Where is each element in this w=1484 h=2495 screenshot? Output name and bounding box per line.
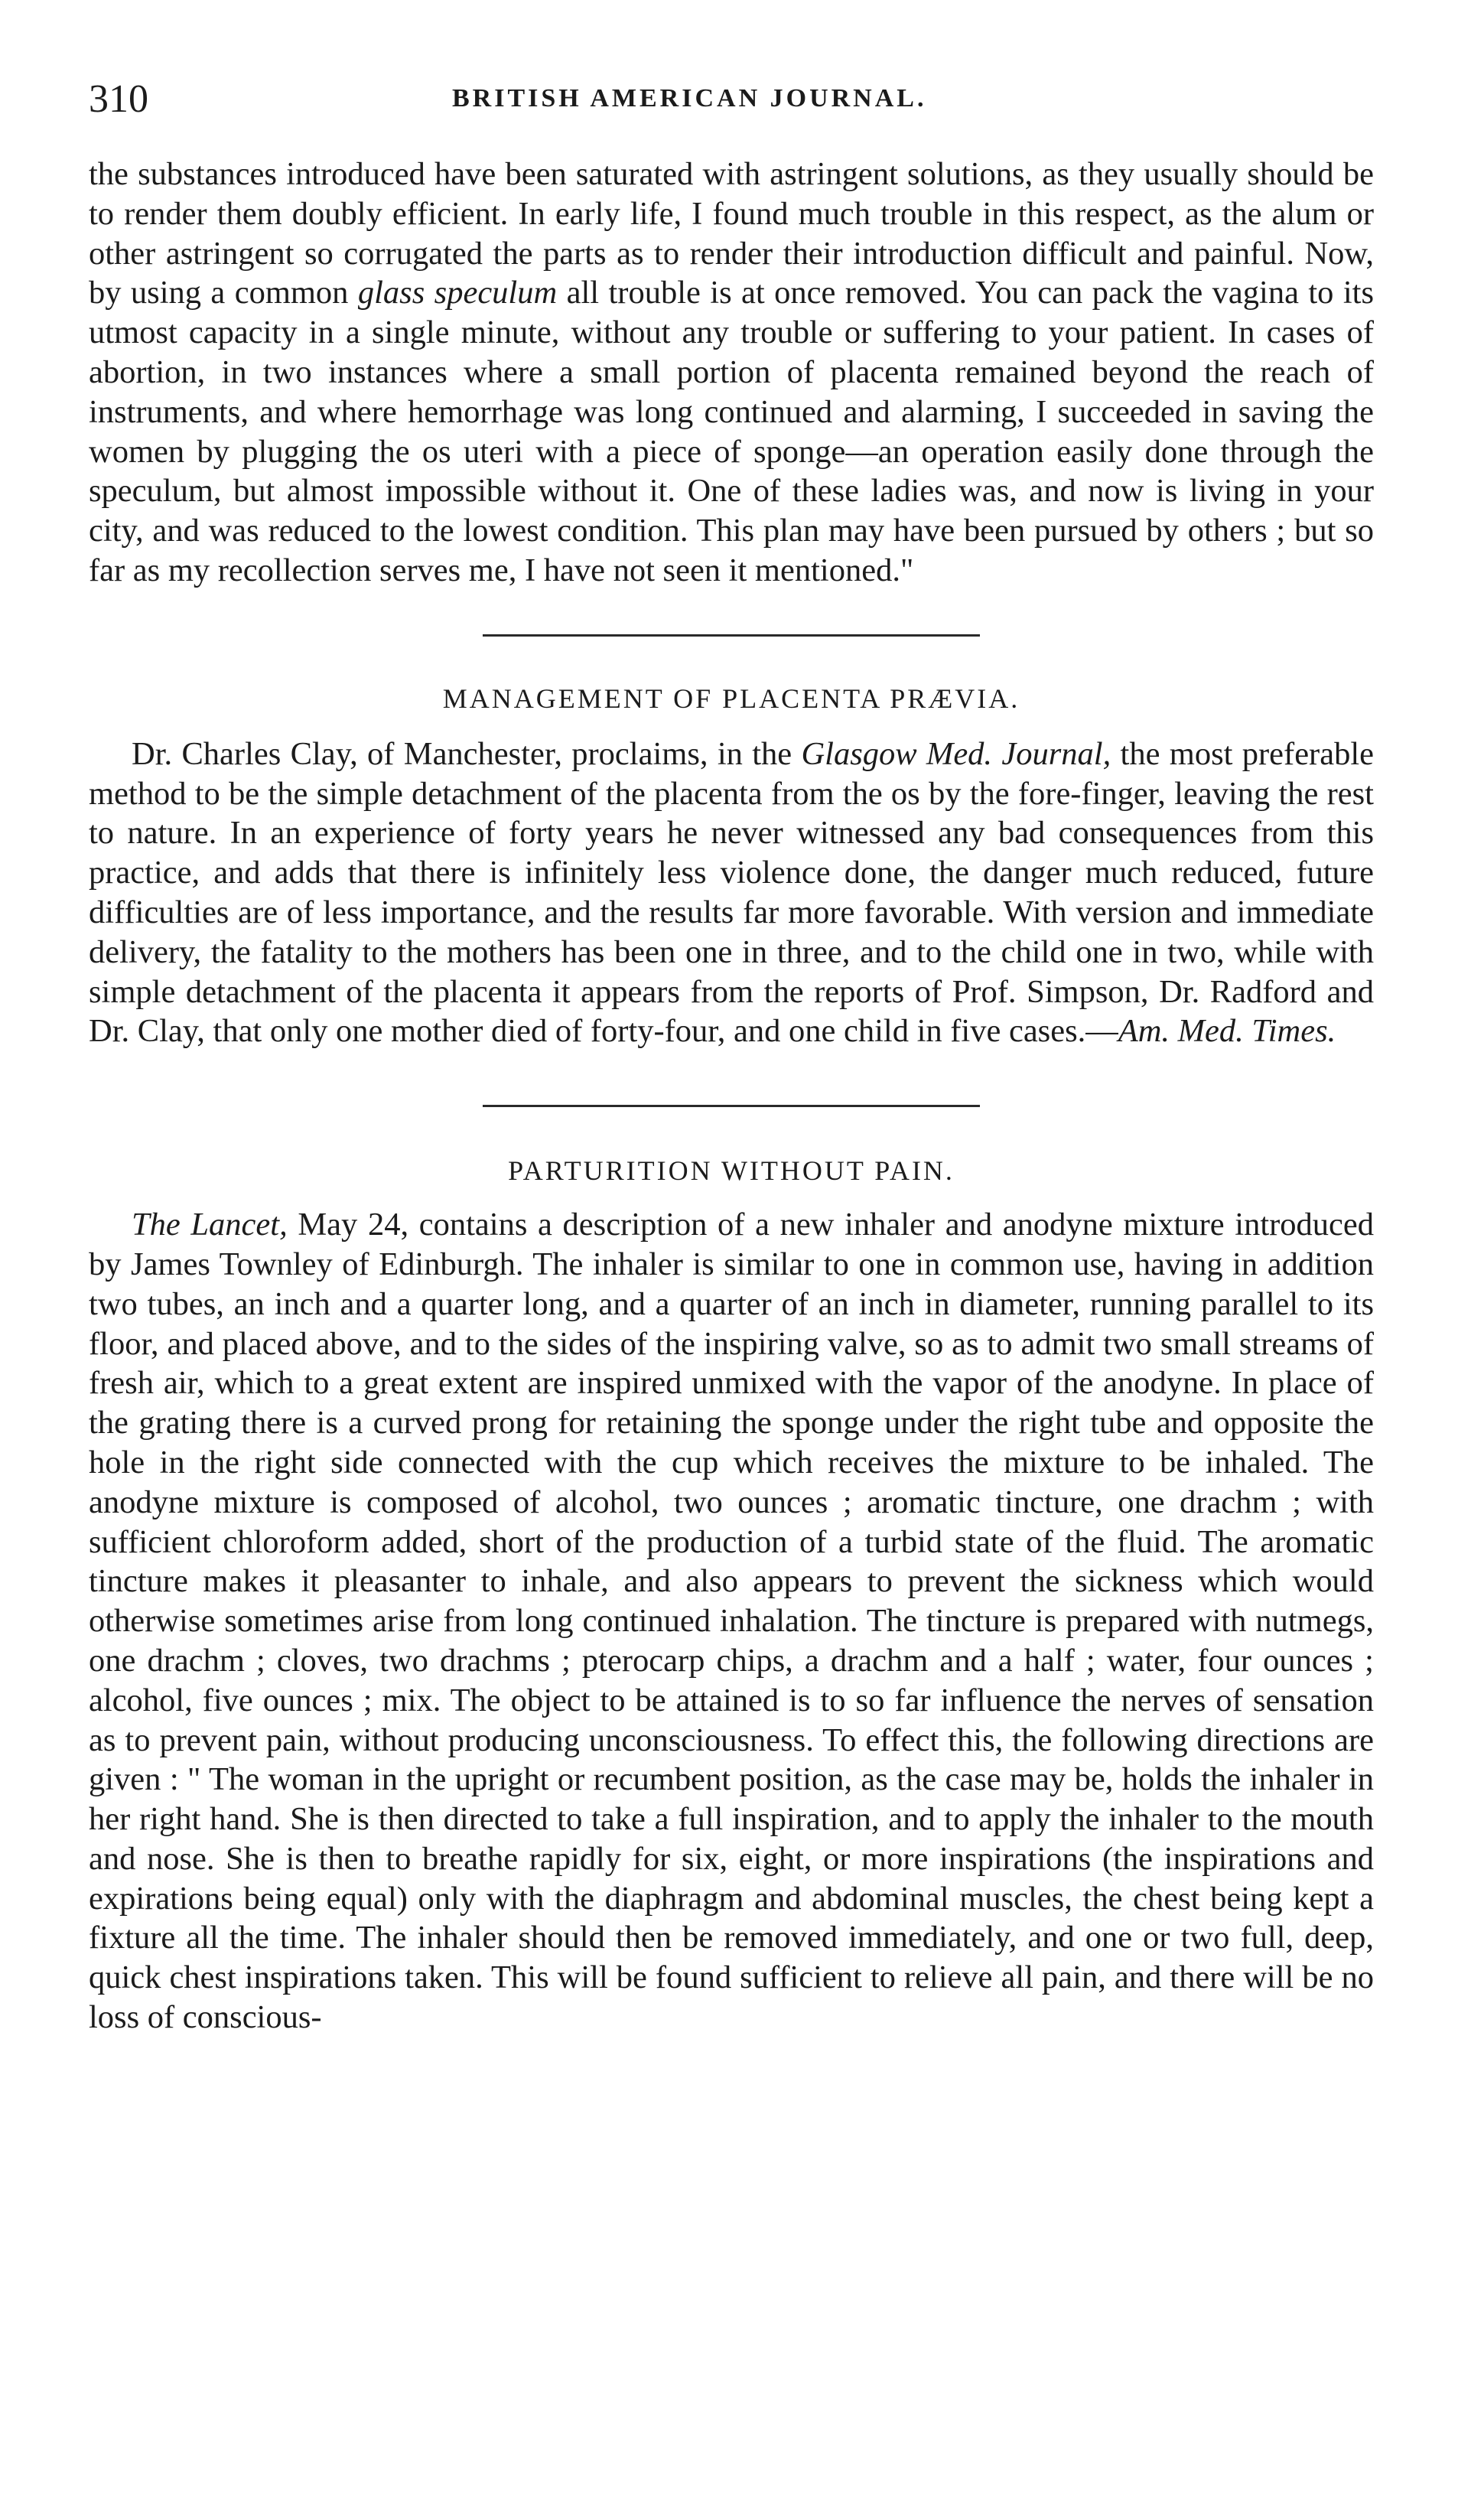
continuation-paragraph [89,155,1374,591]
spacer [89,1190,1374,1205]
italic-text-run: glass speculum [357,275,558,311]
parturition-paragraph [89,1205,1374,2037]
text-run: all trouble is at once removed. You can pack the vagina to its utmost capacity in a single minute, without any trouble or suffering to your patient. In cases of abortion, in two instances where a small portion of placenta remained beyond the reach of instruments, and where hemorrhage was long continued and alarming, I succeeded in saving the women by plugging the os uteri with a piece of sponge—an operation easily done through the speculum, but almost impossible without it. One of these ladies was, and now is living in your city, and was reduced to the lowest condition. This plan may have been pursued by others ; but so far as my recollection serves me, I have not seen it mentioned." [89,275,1374,588]
text-run: May 24, contains a description of a new inhaler and anodyne mixture introduced by James Townley of Edinburgh. The inhaler is similar to one in common use, having in addition two tubes, an inch and a quarter long, and a quarter of an inch in diameter, running parallel to its floor, and placed above, and to the sides of the inspiring valve, so as to admit two small streams of fresh air, which to a great extent are inspired unmixed with the vapor of the anodyne. In place of the grating there is a curved prong for retaining the sponge under the right tube and opposite the hole in the right side connected with the cup which receives the mixture to be inhaled. The anodyne mixture is composed of alcohol, two ounces ; aromatic tincture, one drachm ; with sufficient chloroform added, short of the production of a turbid state of the fluid. The aromatic tincture makes it pleasanter to inhale, and also appears to prevent the sickness which would otherwise sometimes arise from long continued inhalation. The tincture is prepared with nutmegs, one drachm ; cloves, two drachms ; pterocarp chips, a drachm and a half ; water, four ounces ; alcohol, five ounces ; mix. The object to be attained is to so far influence the nerves of sensation as to prevent pain, without producing unconsciousness. To effect this, the following directions are given : " The woman in the upright or recumbent position, as the case may be, holds the inhaler in her right hand. She is then directed to take a full inspiration, and to apply the inhaler to the mouth and nose. She is then to breathe rapidly for six, eight, or more inspirations (the inspirations and expirations being equal) only with the diaphragm and abdominal muscles, the chest being kept a fixture all the time. The inhaler should then be removed immediately, and one or two full, deep, quick chest inspirations taken. This will be found sufficient to relieve all pain, and there will be no loss of conscious- [89,1207,1375,2036]
spacer [89,591,1374,634]
italic-text-run: The Lancet, [132,1207,288,1243]
section-title-parturition: PARTURITION WITHOUT PAIN. [508,1155,955,1187]
spacer [89,718,1374,734]
text-run: the substances introduced have been saturated with astringent solutions, as they usually should be to render them doubly efficient. In early life, I found much trouble in this respect, as the alum or other astringent so corrugated the parts as to render their introduction difficult and painful. Now, by using a common [89,156,1374,311]
spacer [89,1107,1374,1151]
text-run: Dr. Charles Clay, of Manchester, proclaims, in the [132,735,802,772]
section-title-placenta-praevia: MANAGEMENT OF PLACENTA PRÆVIA. [442,682,1020,714]
spacer [89,637,1374,679]
text-run: the most preferable method to be the simple detachment of the placenta from the os by the fore-finger, leaving the rest to nature. In an experience of forty years he never witnessed any bad consequences from this practice, and adds that there is infinitely less violence done, the danger much reduced, future difficulties are of less importance, and the results far more favorable. With version and immediate delivery, the fatality to the mothers has been one in three, and to the child one in two, while with simple detachment of the placenta it appears from the reports of Prof. Simpson, Dr. Radford and Dr. Clay, that only one mother died of forty-four, and one child in five cases.— [89,735,1374,1050]
placenta-praevia-paragraph [89,734,1374,1051]
page-body [89,155,1374,2037]
page-header [89,77,1374,122]
italic-text-run: Glasgow Med. Journal, [801,735,1111,772]
italic-text-run: Am. Med. Times. [1118,1013,1336,1050]
running-title: BRITISH AMERICAN JOURNAL. [452,84,927,112]
page-number: 310 [89,77,148,121]
spacer [89,1051,1374,1105]
